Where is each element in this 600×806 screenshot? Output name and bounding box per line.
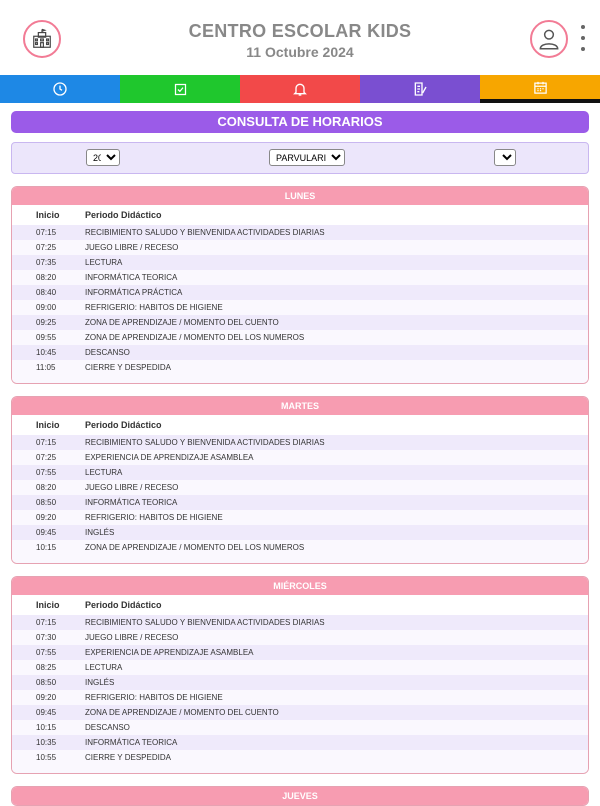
start-time: 11:05 (36, 363, 56, 372)
activity: INFORMÁTICA TEORICA (85, 498, 178, 507)
start-time: 09:20 (36, 693, 57, 702)
start-time: 10:15 (36, 723, 57, 732)
column-header-period: Periodo Didáctico (85, 600, 162, 610)
bell-icon (292, 81, 308, 97)
column-header-start: Inicio (36, 210, 60, 220)
day-card-martes (11, 396, 589, 564)
section-select[interactable] (494, 149, 516, 166)
table-row (12, 270, 588, 285)
table-row (12, 315, 588, 330)
tab-documents[interactable] (360, 75, 480, 103)
table-row (12, 615, 588, 630)
start-time: 08:20 (36, 273, 57, 282)
start-time: 09:00 (36, 303, 57, 312)
table-row (12, 750, 588, 765)
more-options-icon[interactable] (579, 25, 587, 51)
page-title: CONSULTA DE HORARIOS (11, 111, 589, 133)
column-header-start: Inicio (36, 420, 60, 430)
start-time: 08:40 (36, 288, 57, 297)
clock-icon (52, 81, 68, 97)
start-time: 10:15 (36, 543, 57, 552)
start-time: 07:15 (36, 618, 57, 627)
grade-select[interactable] (269, 149, 345, 166)
table-row (12, 360, 588, 375)
tab-calendar[interactable] (480, 75, 600, 103)
start-time: 07:55 (36, 468, 57, 477)
activity: INGLÉS (85, 528, 115, 537)
filter-bar (11, 142, 589, 174)
start-time: 07:15 (36, 438, 57, 447)
day-card-lunes (11, 186, 589, 384)
activity: RECIBIMIENTO SALUDO Y BIENVENIDA ACTIVIDADES DIARIAS (85, 618, 325, 627)
activity: DESCANSO (85, 723, 130, 732)
activity: CIERRE Y DESPEDIDA (85, 753, 171, 762)
activity: INGLÉS (85, 678, 115, 687)
table-header (12, 595, 588, 615)
calendar-icon (533, 80, 548, 95)
table-header (12, 415, 588, 435)
column-header-period: Periodo Didáctico (85, 210, 162, 220)
tab-schedule-clock[interactable] (0, 75, 120, 103)
table-row (12, 285, 588, 300)
start-time: 09:25 (36, 318, 57, 327)
table-row (12, 495, 588, 510)
activity: RECIBIMIENTO SALUDO Y BIENVENIDA ACTIVIDADES DIARIAS (85, 228, 325, 237)
start-time: 10:35 (36, 738, 57, 747)
start-time: 09:55 (36, 333, 57, 342)
activity: EXPERIENCIA DE APRENDIZAJE ASAMBLEA (85, 648, 254, 657)
activity: LECTURA (85, 258, 123, 267)
table-row (12, 540, 588, 555)
tab-notifications[interactable] (240, 75, 360, 103)
table-row (12, 435, 588, 450)
start-time: 10:45 (36, 348, 57, 357)
table-row (12, 480, 588, 495)
main-content (0, 103, 600, 806)
table-header (12, 205, 588, 225)
start-time: 07:15 (36, 228, 57, 237)
column-header-period: Periodo Didáctico (85, 420, 162, 430)
day-header: LUNES (12, 187, 588, 205)
year-select[interactable] (86, 149, 120, 166)
start-time: 08:50 (36, 498, 57, 507)
activity: EXPERIENCIA DE APRENDIZAJE ASAMBLEA (85, 453, 254, 462)
table-row (12, 720, 588, 735)
day-card-jueves (11, 786, 589, 806)
table-row (12, 345, 588, 360)
activity: ZONA DE APRENDIZAJE / MOMENTO DEL CUENTO (85, 318, 279, 327)
column-header-start: Inicio (36, 600, 60, 610)
table-row (12, 255, 588, 270)
table-row (12, 660, 588, 675)
app-header (0, 0, 600, 75)
table-row (12, 465, 588, 480)
table-row (12, 675, 588, 690)
activity: LECTURA (85, 663, 123, 672)
table-row (12, 735, 588, 750)
activity: ZONA DE APRENDIZAJE / MOMENTO DEL CUENTO (85, 708, 279, 717)
activity: INFORMÁTICA TEORICA (85, 738, 178, 747)
start-time: 09:45 (36, 528, 57, 537)
day-card-miercoles (11, 576, 589, 774)
activity: INFORMÁTICA TEORICA (85, 273, 178, 282)
activity: LECTURA (85, 468, 123, 477)
start-time: 08:20 (36, 483, 57, 492)
start-time: 10:55 (36, 753, 57, 762)
table-row (12, 705, 588, 720)
current-date: 11 Octubre 2024 (246, 44, 354, 60)
table-row (12, 300, 588, 315)
table-row (12, 630, 588, 645)
day-header: MIÉRCOLES (12, 577, 588, 595)
table-row (12, 690, 588, 705)
activity: JUEGO LIBRE / RECESO (85, 483, 179, 492)
user-icon (536, 26, 562, 52)
activity: RECIBIMIENTO SALUDO Y BIENVENIDA ACTIVIDADES DIARIAS (85, 438, 325, 447)
day-header: MARTES (12, 397, 588, 415)
start-time: 07:55 (36, 648, 57, 657)
start-time: 08:25 (36, 663, 57, 672)
activity: REFRIGERIO: HABITOS DE HIGIENE (85, 693, 223, 702)
activity: REFRIGERIO: HABITOS DE HIGIENE (85, 513, 223, 522)
activity: INFORMÁTICA PRÁCTICA (85, 288, 183, 297)
start-time: 07:25 (36, 453, 57, 462)
table-row (12, 645, 588, 660)
start-time: 08:50 (36, 678, 57, 687)
start-time: 07:35 (36, 258, 57, 267)
profile-button[interactable] (530, 20, 568, 58)
table-row (12, 225, 588, 240)
activity: REFRIGERIO: HABITOS DE HIGIENE (85, 303, 223, 312)
app-title: CENTRO ESCOLAR KIDS (188, 21, 412, 41)
start-time: 09:45 (36, 708, 57, 717)
activity: CIERRE Y DESPEDIDA (85, 363, 171, 372)
checkbox-icon (173, 82, 188, 97)
day-header: JUEVES (12, 787, 588, 805)
start-time: 07:30 (36, 633, 57, 642)
nav-tabs (0, 75, 600, 103)
table-row (12, 240, 588, 255)
table-row (12, 525, 588, 540)
table-row (12, 330, 588, 345)
tab-tasks[interactable] (120, 75, 240, 103)
start-time: 09:20 (36, 513, 57, 522)
activity: JUEGO LIBRE / RECESO (85, 243, 179, 252)
activity: JUEGO LIBRE / RECESO (85, 633, 179, 642)
activity: ZONA DE APRENDIZAJE / MOMENTO DEL LOS NUMEROS (85, 333, 305, 342)
activity: ZONA DE APRENDIZAJE / MOMENTO DEL LOS NUMEROS (85, 543, 305, 552)
start-time: 07:25 (36, 243, 57, 252)
activity: DESCANSO (85, 348, 130, 357)
table-row (12, 450, 588, 465)
table-row (12, 510, 588, 525)
document-icon (412, 81, 428, 97)
